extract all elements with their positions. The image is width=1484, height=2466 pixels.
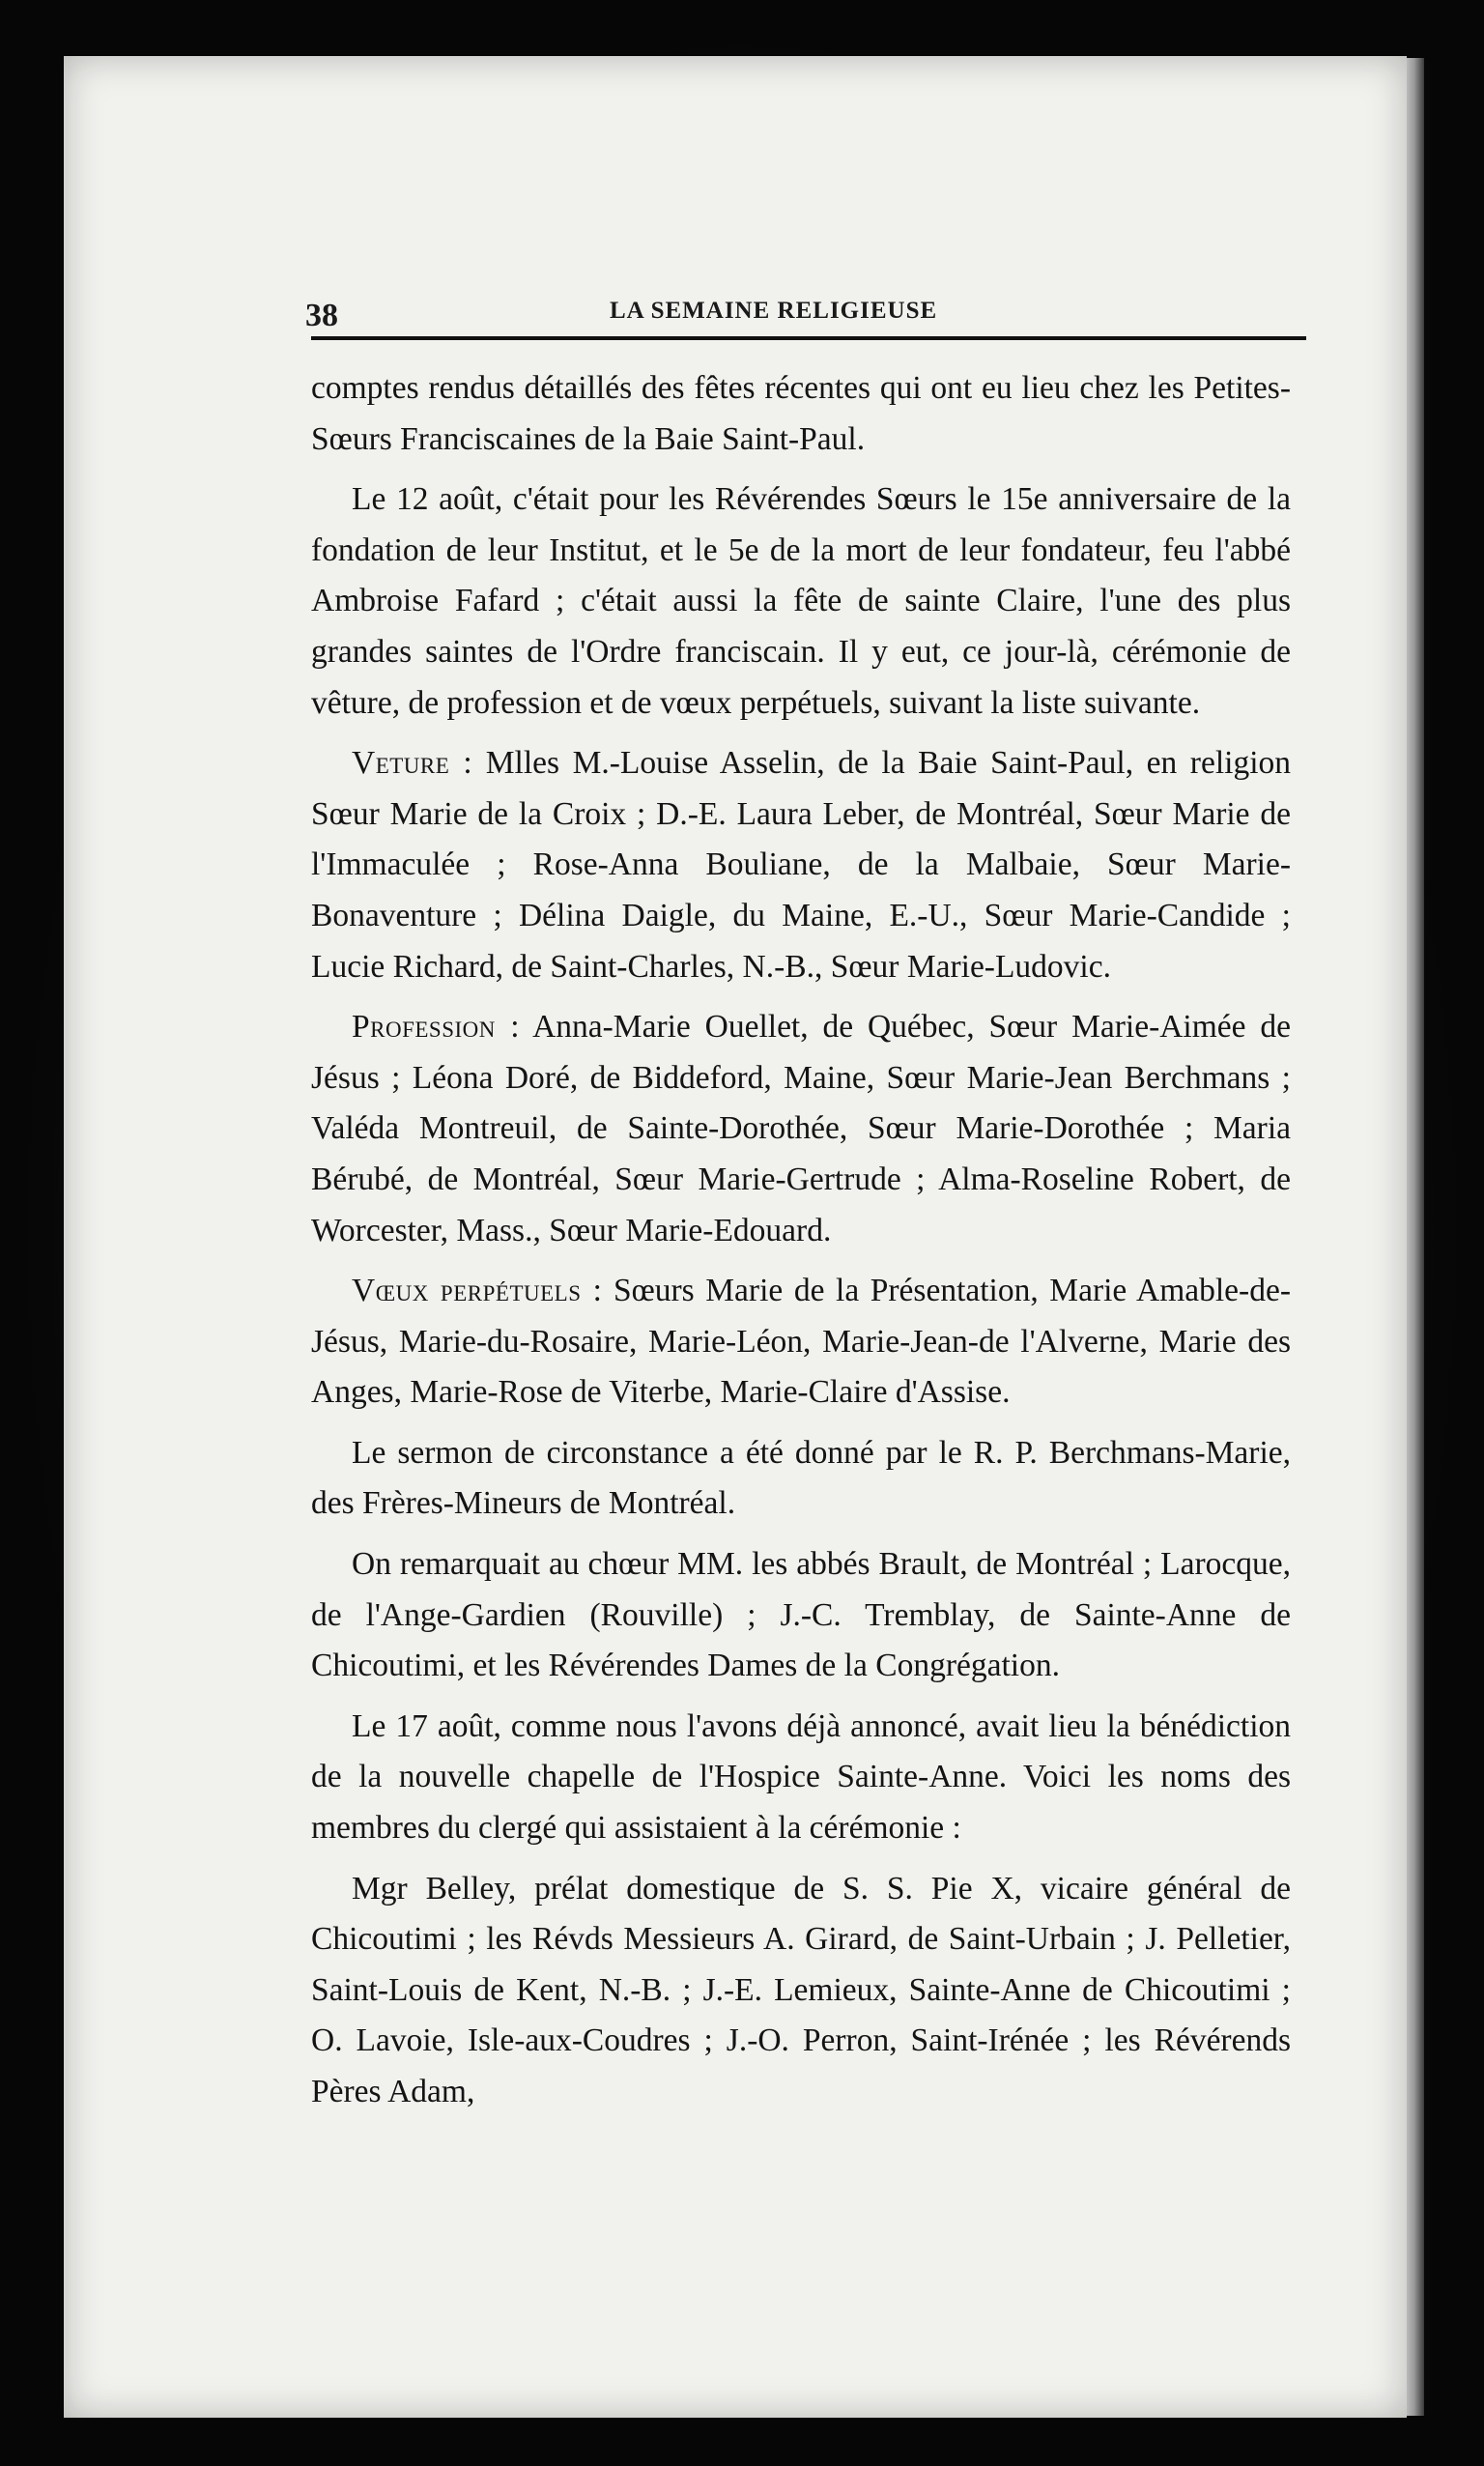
paragraph [311, 1428, 1291, 1530]
paragraph [311, 1702, 1291, 1854]
body-text [311, 363, 1291, 2128]
paragraph-text: Mlles M.-Louise Asselin, de la Baie Saint-Paul, en religion Sœur Marie de la Croix ; D.-E. Laura Leber, de Montréal, Sœur Marie de l'Immaculée ; Rose-Anna Bouliane, de la Malbaie, Sœur Marie-Bonaventure ; Délina Daigle, du Maine, E.-U., Sœur Marie-Candide ; Lucie Richard, de Saint-Charles, N.-B., Sœur Marie-Ludovic. [311, 745, 1292, 985]
running-title: LA SEMAINE RELIGIEUSE [610, 298, 938, 324]
paragraph [311, 1864, 1291, 2118]
section-lead: Veture : [352, 745, 473, 782]
paragraph-text: Anna-Marie Ouellet, de Québec, Sœur Marie-Aimée de Jésus ; Léona Doré, de Biddeford, Maine, Sœur Marie-Jean Berchmans ; Valéda Montreuil, de Sainte-Dorothée, Sœur Marie-Dorothée ; Maria Bérubé, de Montréal, Sœur Marie-Gertrude ; Alma-Roseline Robert, de Worcester, Mass., Sœur Marie-Edouard. [311, 1009, 1291, 1248]
paragraph-text: Sœurs Marie de la Présentation, Marie Amable-de-Jésus, Marie-du-Rosaire, Marie-Léon, Marie-Jean-de l'Alverne, Marie des Anges, Marie-Rose de Viterbe, Marie-Claire d'Assise. [311, 1273, 1291, 1411]
paragraph [311, 1002, 1291, 1256]
page-header [238, 288, 1262, 340]
paragraph-text: Le sermon de circonstance a été donné par le R. P. Berchmans-Marie, des Frères-Mineurs de Montréal. [311, 1434, 1291, 1522]
paragraph [311, 474, 1291, 729]
paragraph [311, 738, 1291, 992]
paragraph [311, 363, 1291, 465]
paragraph-text: On remarquait au chœur MM. les abbés Brault, de Montréal ; Larocque, de l'Ange-Gardien (Rouville) ; J.-C. Tremblay, de Sainte-Anne de Chicoutimi, et les Révérendes Dames de la Congrégation. [311, 1546, 1291, 1684]
paragraph-text: Mgr Belley, prélat domestique de S. S. Pie X, vicaire général de Chicoutimi ; les Révds Messieurs A. Girard, de Saint-Urbain ; J. Pelletier, Saint-Louis de Kent, N.-B. ; J.-E. Lemieux, Sainte-Anne de Chicoutimi ; O. Lavoie, Isle-aux-Coudres ; J.-O. Perron, Saint-Irénée ; les Révérends Pères Adam, [311, 1870, 1291, 2109]
section-lead: Profession : [352, 1009, 521, 1046]
header-rule [311, 336, 1306, 340]
page-number: 38 [305, 298, 338, 333]
paragraph-text: Le 12 août, c'était pour les Révérendes Sœurs le 15e anniversaire de la fondation de leur Institut, et le 5e de la mort de leur fondateur, feu l'abbé Ambroise Fafard ; c'était aussi la fête de sainte Claire, l'une des plus grandes saintes de l'Ordre franciscain. Il y eut, ce jour-là, cérémonie de vêture, de profession et de vœux perpétuels, suivant la liste suivante. [311, 481, 1291, 721]
paragraph [311, 1539, 1291, 1692]
paragraph-text: comptes rendus détaillés des fêtes récentes qui ont eu lieu chez les Petites-Sœurs Franciscaines de la Baie Saint-Paul. [311, 370, 1291, 457]
paragraph-text: Le 17 août, comme nous l'avons déjà annoncé, avait lieu la bénédiction de la nouvelle chapelle de l'Hospice Sainte-Anne. Voici les noms des membres du clergé qui assistaient à la cérémonie : [311, 1707, 1291, 1847]
section-lead: Vœux perpétuels : [352, 1273, 603, 1309]
paragraph [311, 1266, 1291, 1419]
